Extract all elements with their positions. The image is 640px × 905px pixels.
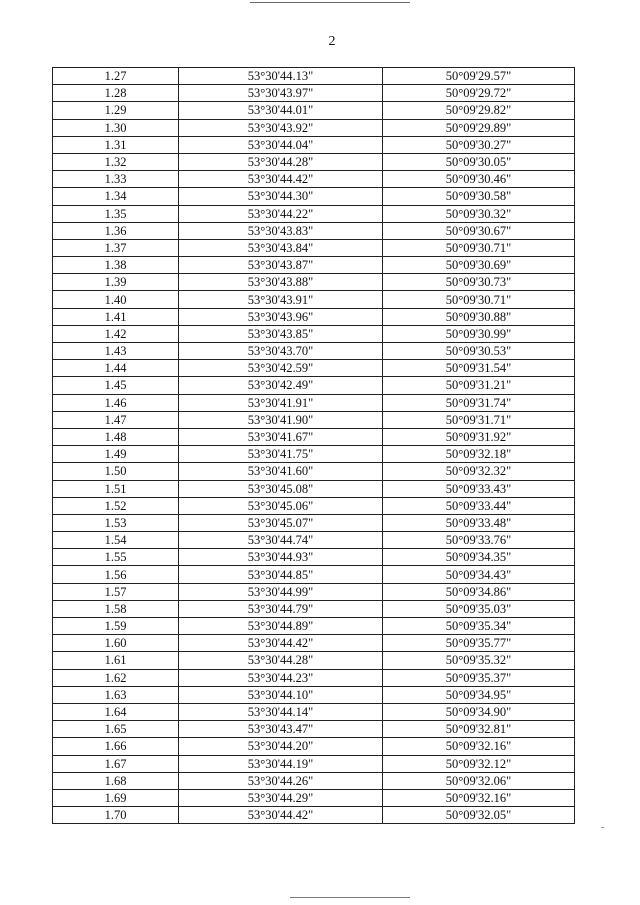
- table-row: [53, 85, 575, 102]
- latitude-cell: 53°30'43.96": [179, 308, 383, 325]
- table-row: [53, 377, 575, 394]
- table-row: [53, 600, 575, 617]
- latitude-cell: 53°30'43.47": [179, 721, 383, 738]
- scan-edge-line-bottom: [290, 897, 410, 898]
- longitude-cell: 50°09'33.43": [383, 480, 575, 497]
- point-number-cell: 1.66: [53, 738, 179, 755]
- longitude-cell: 50°09'30.53": [383, 343, 575, 360]
- latitude-cell: 53°30'43.84": [179, 239, 383, 256]
- table-row: [53, 291, 575, 308]
- latitude-cell: 53°30'44.14": [179, 703, 383, 720]
- table-row: [53, 68, 575, 85]
- table-row: [53, 102, 575, 119]
- table-row: [53, 171, 575, 188]
- longitude-cell: 50°09'35.34": [383, 618, 575, 635]
- point-number-cell: 1.50: [53, 463, 179, 480]
- point-number-cell: 1.38: [53, 257, 179, 274]
- longitude-cell: 50°09'30.46": [383, 171, 575, 188]
- longitude-cell: 50°09'33.44": [383, 497, 575, 514]
- latitude-cell: 53°30'41.90": [179, 411, 383, 428]
- point-number-cell: 1.30: [53, 119, 179, 136]
- table-row: [53, 343, 575, 360]
- latitude-cell: 53°30'44.89": [179, 618, 383, 635]
- point-number-cell: 1.29: [53, 102, 179, 119]
- latitude-cell: 53°30'44.19": [179, 755, 383, 772]
- table-row: [53, 566, 575, 583]
- table-row: [53, 153, 575, 170]
- page-number: 2: [328, 34, 336, 49]
- latitude-cell: 53°30'42.59": [179, 360, 383, 377]
- longitude-cell: 50°09'34.43": [383, 566, 575, 583]
- point-number-cell: 1.54: [53, 532, 179, 549]
- point-number-cell: 1.33: [53, 171, 179, 188]
- table-row: [53, 807, 575, 824]
- coordinates-table-body: [53, 68, 575, 824]
- table-row: [53, 583, 575, 600]
- latitude-cell: 53°30'44.74": [179, 532, 383, 549]
- table-row: [53, 257, 575, 274]
- point-number-cell: 1.32: [53, 153, 179, 170]
- table-row: [53, 686, 575, 703]
- table-row: [53, 428, 575, 445]
- point-number-cell: 1.37: [53, 239, 179, 256]
- longitude-cell: 50°09'30.67": [383, 222, 575, 239]
- point-number-cell: 1.34: [53, 188, 179, 205]
- longitude-cell: 50°09'29.57": [383, 68, 575, 85]
- longitude-cell: 50°09'32.16": [383, 738, 575, 755]
- table-row: [53, 394, 575, 411]
- point-number-cell: 1.31: [53, 136, 179, 153]
- latitude-cell: 53°30'44.22": [179, 205, 383, 222]
- point-number-cell: 1.60: [53, 635, 179, 652]
- latitude-cell: 53°30'44.79": [179, 600, 383, 617]
- latitude-cell: 53°30'44.28": [179, 652, 383, 669]
- table-row: [53, 360, 575, 377]
- table-row: [53, 669, 575, 686]
- latitude-cell: 53°30'44.26": [179, 772, 383, 789]
- longitude-cell: 50°09'31.54": [383, 360, 575, 377]
- table-row: [53, 136, 575, 153]
- table-row: [53, 411, 575, 428]
- latitude-cell: 53°30'43.87": [179, 257, 383, 274]
- point-number-cell: 1.68: [53, 772, 179, 789]
- latitude-cell: 53°30'44.10": [179, 686, 383, 703]
- table-row: [53, 532, 575, 549]
- table-row: [53, 308, 575, 325]
- latitude-cell: 53°30'42.49": [179, 377, 383, 394]
- longitude-cell: 50°09'29.72": [383, 85, 575, 102]
- latitude-cell: 53°30'43.70": [179, 343, 383, 360]
- table-row: [53, 703, 575, 720]
- latitude-cell: 53°30'41.91": [179, 394, 383, 411]
- longitude-cell: 50°09'31.92": [383, 428, 575, 445]
- longitude-cell: 50°09'34.95": [383, 686, 575, 703]
- point-number-cell: 1.44: [53, 360, 179, 377]
- longitude-cell: 50°09'30.58": [383, 188, 575, 205]
- table-row: [53, 772, 575, 789]
- point-number-cell: 1.62: [53, 669, 179, 686]
- latitude-cell: 53°30'44.42": [179, 807, 383, 824]
- table-row: [53, 222, 575, 239]
- point-number-cell: 1.27: [53, 68, 179, 85]
- latitude-cell: 53°30'44.29": [179, 789, 383, 806]
- point-number-cell: 1.64: [53, 703, 179, 720]
- longitude-cell: 50°09'33.76": [383, 532, 575, 549]
- longitude-cell: 50°09'29.82": [383, 102, 575, 119]
- longitude-cell: 50°09'30.71": [383, 239, 575, 256]
- longitude-cell: 50°09'30.88": [383, 308, 575, 325]
- point-number-cell: 1.55: [53, 549, 179, 566]
- table-row: [53, 635, 575, 652]
- point-number-cell: 1.59: [53, 618, 179, 635]
- table-row: [53, 239, 575, 256]
- table-row: [53, 325, 575, 342]
- latitude-cell: 53°30'41.60": [179, 463, 383, 480]
- latitude-cell: 53°30'44.42": [179, 635, 383, 652]
- point-number-cell: 1.70: [53, 807, 179, 824]
- point-number-cell: 1.28: [53, 85, 179, 102]
- longitude-cell: 50°09'32.18": [383, 446, 575, 463]
- longitude-cell: 50°09'30.71": [383, 291, 575, 308]
- latitude-cell: 53°30'43.83": [179, 222, 383, 239]
- point-number-cell: 1.47: [53, 411, 179, 428]
- longitude-cell: 50°09'33.48": [383, 514, 575, 531]
- latitude-cell: 53°30'44.13": [179, 68, 383, 85]
- table-row: [53, 274, 575, 291]
- latitude-cell: 53°30'41.75": [179, 446, 383, 463]
- table-row: [53, 738, 575, 755]
- longitude-cell: 50°09'30.73": [383, 274, 575, 291]
- latitude-cell: 53°30'43.88": [179, 274, 383, 291]
- point-number-cell: 1.46: [53, 394, 179, 411]
- longitude-cell: 50°09'32.81": [383, 721, 575, 738]
- scan-speck: [601, 827, 604, 828]
- latitude-cell: 53°30'44.30": [179, 188, 383, 205]
- point-number-cell: 1.67: [53, 755, 179, 772]
- table-row: [53, 463, 575, 480]
- longitude-cell: 50°09'30.05": [383, 153, 575, 170]
- table-row: [53, 446, 575, 463]
- table-row: [53, 497, 575, 514]
- longitude-cell: 50°09'35.37": [383, 669, 575, 686]
- longitude-cell: 50°09'31.74": [383, 394, 575, 411]
- latitude-cell: 53°30'43.85": [179, 325, 383, 342]
- point-number-cell: 1.48: [53, 428, 179, 445]
- longitude-cell: 50°09'30.32": [383, 205, 575, 222]
- point-number-cell: 1.43: [53, 343, 179, 360]
- point-number-cell: 1.65: [53, 721, 179, 738]
- latitude-cell: 53°30'45.06": [179, 497, 383, 514]
- longitude-cell: 50°09'35.03": [383, 600, 575, 617]
- longitude-cell: 50°09'30.69": [383, 257, 575, 274]
- point-number-cell: 1.41: [53, 308, 179, 325]
- table-row: [53, 789, 575, 806]
- table-row: [53, 549, 575, 566]
- point-number-cell: 1.53: [53, 514, 179, 531]
- longitude-cell: 50°09'30.99": [383, 325, 575, 342]
- table-row: [53, 514, 575, 531]
- latitude-cell: 53°30'44.23": [179, 669, 383, 686]
- longitude-cell: 50°09'32.05": [383, 807, 575, 824]
- latitude-cell: 53°30'44.01": [179, 102, 383, 119]
- latitude-cell: 53°30'44.99": [179, 583, 383, 600]
- latitude-cell: 53°30'44.28": [179, 153, 383, 170]
- latitude-cell: 53°30'44.42": [179, 171, 383, 188]
- longitude-cell: 50°09'31.21": [383, 377, 575, 394]
- coordinates-table: [52, 67, 575, 824]
- longitude-cell: 50°09'35.77": [383, 635, 575, 652]
- point-number-cell: 1.58: [53, 600, 179, 617]
- point-number-cell: 1.51: [53, 480, 179, 497]
- table-row: [53, 119, 575, 136]
- point-number-cell: 1.35: [53, 205, 179, 222]
- latitude-cell: 53°30'44.20": [179, 738, 383, 755]
- latitude-cell: 53°30'41.67": [179, 428, 383, 445]
- longitude-cell: 50°09'31.71": [383, 411, 575, 428]
- table-row: [53, 755, 575, 772]
- latitude-cell: 53°30'43.97": [179, 85, 383, 102]
- point-number-cell: 1.42: [53, 325, 179, 342]
- latitude-cell: 53°30'44.04": [179, 136, 383, 153]
- point-number-cell: 1.49: [53, 446, 179, 463]
- longitude-cell: 50°09'35.32": [383, 652, 575, 669]
- latitude-cell: 53°30'45.07": [179, 514, 383, 531]
- longitude-cell: 50°09'32.32": [383, 463, 575, 480]
- latitude-cell: 53°30'45.08": [179, 480, 383, 497]
- longitude-cell: 50°09'34.90": [383, 703, 575, 720]
- point-number-cell: 1.39: [53, 274, 179, 291]
- point-number-cell: 1.45: [53, 377, 179, 394]
- point-number-cell: 1.69: [53, 789, 179, 806]
- point-number-cell: 1.63: [53, 686, 179, 703]
- longitude-cell: 50°09'34.86": [383, 583, 575, 600]
- point-number-cell: 1.52: [53, 497, 179, 514]
- point-number-cell: 1.61: [53, 652, 179, 669]
- point-number-cell: 1.57: [53, 583, 179, 600]
- scan-edge-line-top: [250, 2, 410, 3]
- longitude-cell: 50°09'30.27": [383, 136, 575, 153]
- latitude-cell: 53°30'43.92": [179, 119, 383, 136]
- longitude-cell: 50°09'32.06": [383, 772, 575, 789]
- longitude-cell: 50°09'29.89": [383, 119, 575, 136]
- table-row: [53, 652, 575, 669]
- table-row: [53, 480, 575, 497]
- table-row: [53, 188, 575, 205]
- longitude-cell: 50°09'32.16": [383, 789, 575, 806]
- latitude-cell: 53°30'44.85": [179, 566, 383, 583]
- latitude-cell: 53°30'43.91": [179, 291, 383, 308]
- table-row: [53, 618, 575, 635]
- longitude-cell: 50°09'34.35": [383, 549, 575, 566]
- point-number-cell: 1.36: [53, 222, 179, 239]
- latitude-cell: 53°30'44.93": [179, 549, 383, 566]
- point-number-cell: 1.40: [53, 291, 179, 308]
- table-row: [53, 205, 575, 222]
- longitude-cell: 50°09'32.12": [383, 755, 575, 772]
- table-row: [53, 721, 575, 738]
- point-number-cell: 1.56: [53, 566, 179, 583]
